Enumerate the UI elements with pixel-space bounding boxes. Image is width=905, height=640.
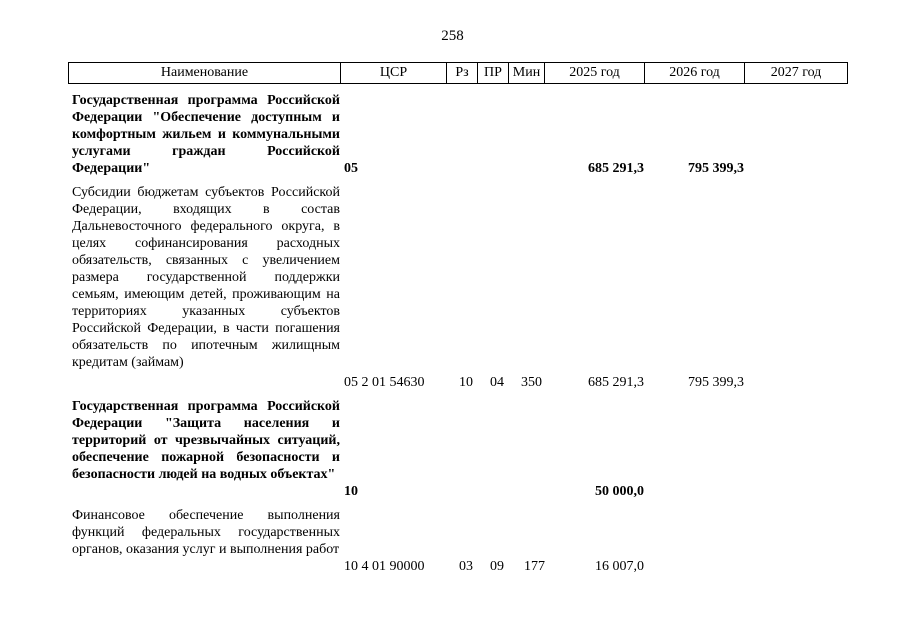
row-csr: 05 2 01 54630 xyxy=(344,375,425,390)
row-2025: 685 291,3 xyxy=(588,375,644,390)
row-csr: 10 xyxy=(344,484,358,499)
row-name: Субсидии бюджетам субъектов Российской Федерации, входящих в состав Дальневосточного федерального округа, в целях софинансирования расходных обязательств, связанных с увеличением размера государственной поддержки семьям, имеющим детей, проживающим на территориях указанных субъектов Российской Федерации, в части погашения обязательств по ипотечным жилищным кредитам (займам) xyxy=(72,185,340,370)
header-2026: 2026 год xyxy=(645,63,745,83)
header-csr: ЦСР xyxy=(341,63,447,83)
table-header xyxy=(68,62,848,84)
row-name: Государственная программа Российской Федерации "Защита населения и территорий от чрезвычайных ситуаций, обеспечение пожарной безопасности и безопасности людей на водных объектах" xyxy=(72,399,340,482)
row-min: 350 xyxy=(521,375,542,390)
row-2026: 795 399,3 xyxy=(688,161,744,176)
row-min: 177 xyxy=(524,559,545,574)
header-2025: 2025 год xyxy=(545,63,645,83)
row-2025: 685 291,3 xyxy=(588,161,644,176)
row-rz: 10 xyxy=(459,375,473,390)
row-name: Государственная программа Российской Федерации "Обеспечение доступным и комфортным жильем и коммунальными услугами граждан Российской Федерации" xyxy=(72,93,340,176)
row-2025: 16 007,0 xyxy=(595,559,644,574)
header-2027: 2027 год xyxy=(770,65,822,80)
header-pr: ПР xyxy=(478,63,509,83)
header-rz: Рз xyxy=(447,63,478,83)
row-csr: 10 4 01 90000 xyxy=(344,559,425,574)
header-name: Наименование xyxy=(69,63,341,83)
row-rz: 03 xyxy=(459,559,473,574)
row-name: Финансовое обеспечение выполнения функций федеральных государственных органов, оказания услуг и выполнения работ xyxy=(72,508,340,557)
row-pr: 09 xyxy=(490,559,504,574)
header-min: Мин xyxy=(509,63,545,83)
row-csr: 05 xyxy=(344,161,358,176)
page-number: 258 xyxy=(441,28,464,44)
row-2025: 50 000,0 xyxy=(595,484,644,499)
row-pr: 04 xyxy=(490,375,504,390)
row-2026: 795 399,3 xyxy=(688,375,744,390)
